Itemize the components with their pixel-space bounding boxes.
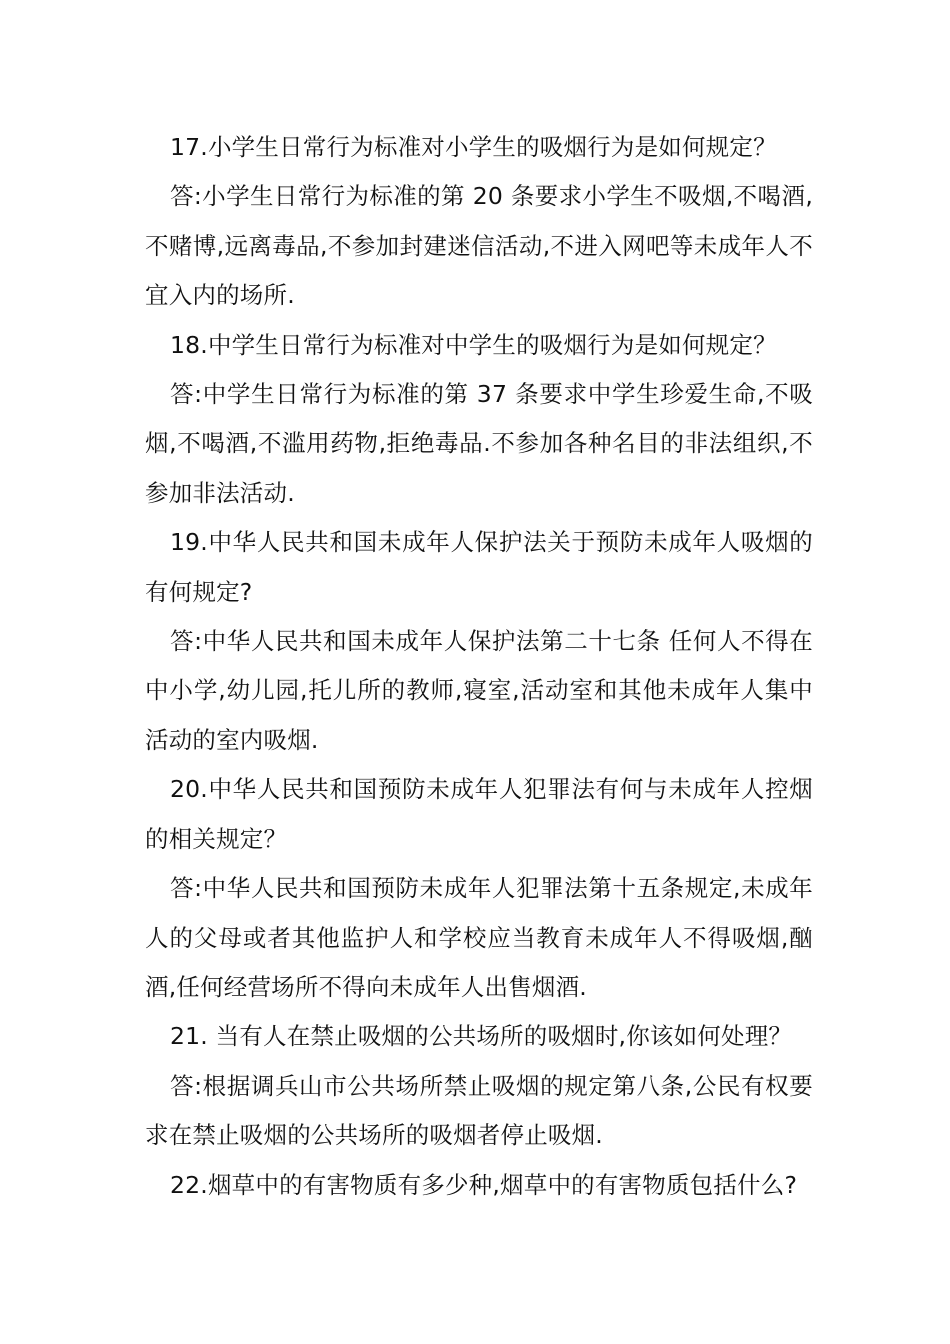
answer-18: 答:中学生日常行为标准的第 37 条要求中学生珍爱生命,不吸烟,不喝酒,不滥用药物,拒绝毒品.不参加各种名目的非法组织,不参加非法活动. [145, 380, 813, 507]
document-body [145, 123, 813, 1210]
answer-17: 答:小学生日常行为标准的第 20 条要求小学生不吸烟,不喝酒,不赌博,远离毒品,不参加封建迷信活动,不进入网吧等未成年人不宜入内的场所. [145, 182, 813, 310]
question-22: 22.烟草中的有害物质有多少种,烟草中的有害物质包括什么? [170, 1170, 798, 1199]
answer-20: 答:中华人民共和国预防未成年人犯罪法第十五条规定,未成年人的父母或者其他监护人和学校应当教育未成年人不得吸烟,酗酒,任何经营场所不得向未成年人出售烟酒. [145, 874, 813, 1001]
question-17: 17.小学生日常行为标准对小学生的吸烟行为是如何规定？ [170, 133, 777, 161]
question-20: 20.中华人民共和国预防未成年人犯罪法有何与未成年人控烟的相关规定？ [145, 775, 813, 853]
answer-19: 答:中华人民共和国未成年人保护法第二十七条 任何人不得在中小学,幼儿园,托儿所的教师,寝室,活动室和其他未成年人集中活动的室内吸烟. [145, 627, 813, 754]
question-18: 18.中学生日常行为标准对中学生的吸烟行为是如何规定？ [170, 330, 777, 359]
answer-21: 答:根据调兵山市公共场所禁止吸烟的规定第八条,公民有权要求在禁止吸烟的公共场所的吸烟者停止吸烟. [145, 1071, 813, 1150]
question-21: 21. 当有人在禁止吸烟的公共场所的吸烟时,你该如何处理？ [170, 1022, 793, 1051]
question-19: 19.中华人民共和国未成年人保护法关于预防未成年人吸烟的有何规定? [145, 528, 813, 606]
